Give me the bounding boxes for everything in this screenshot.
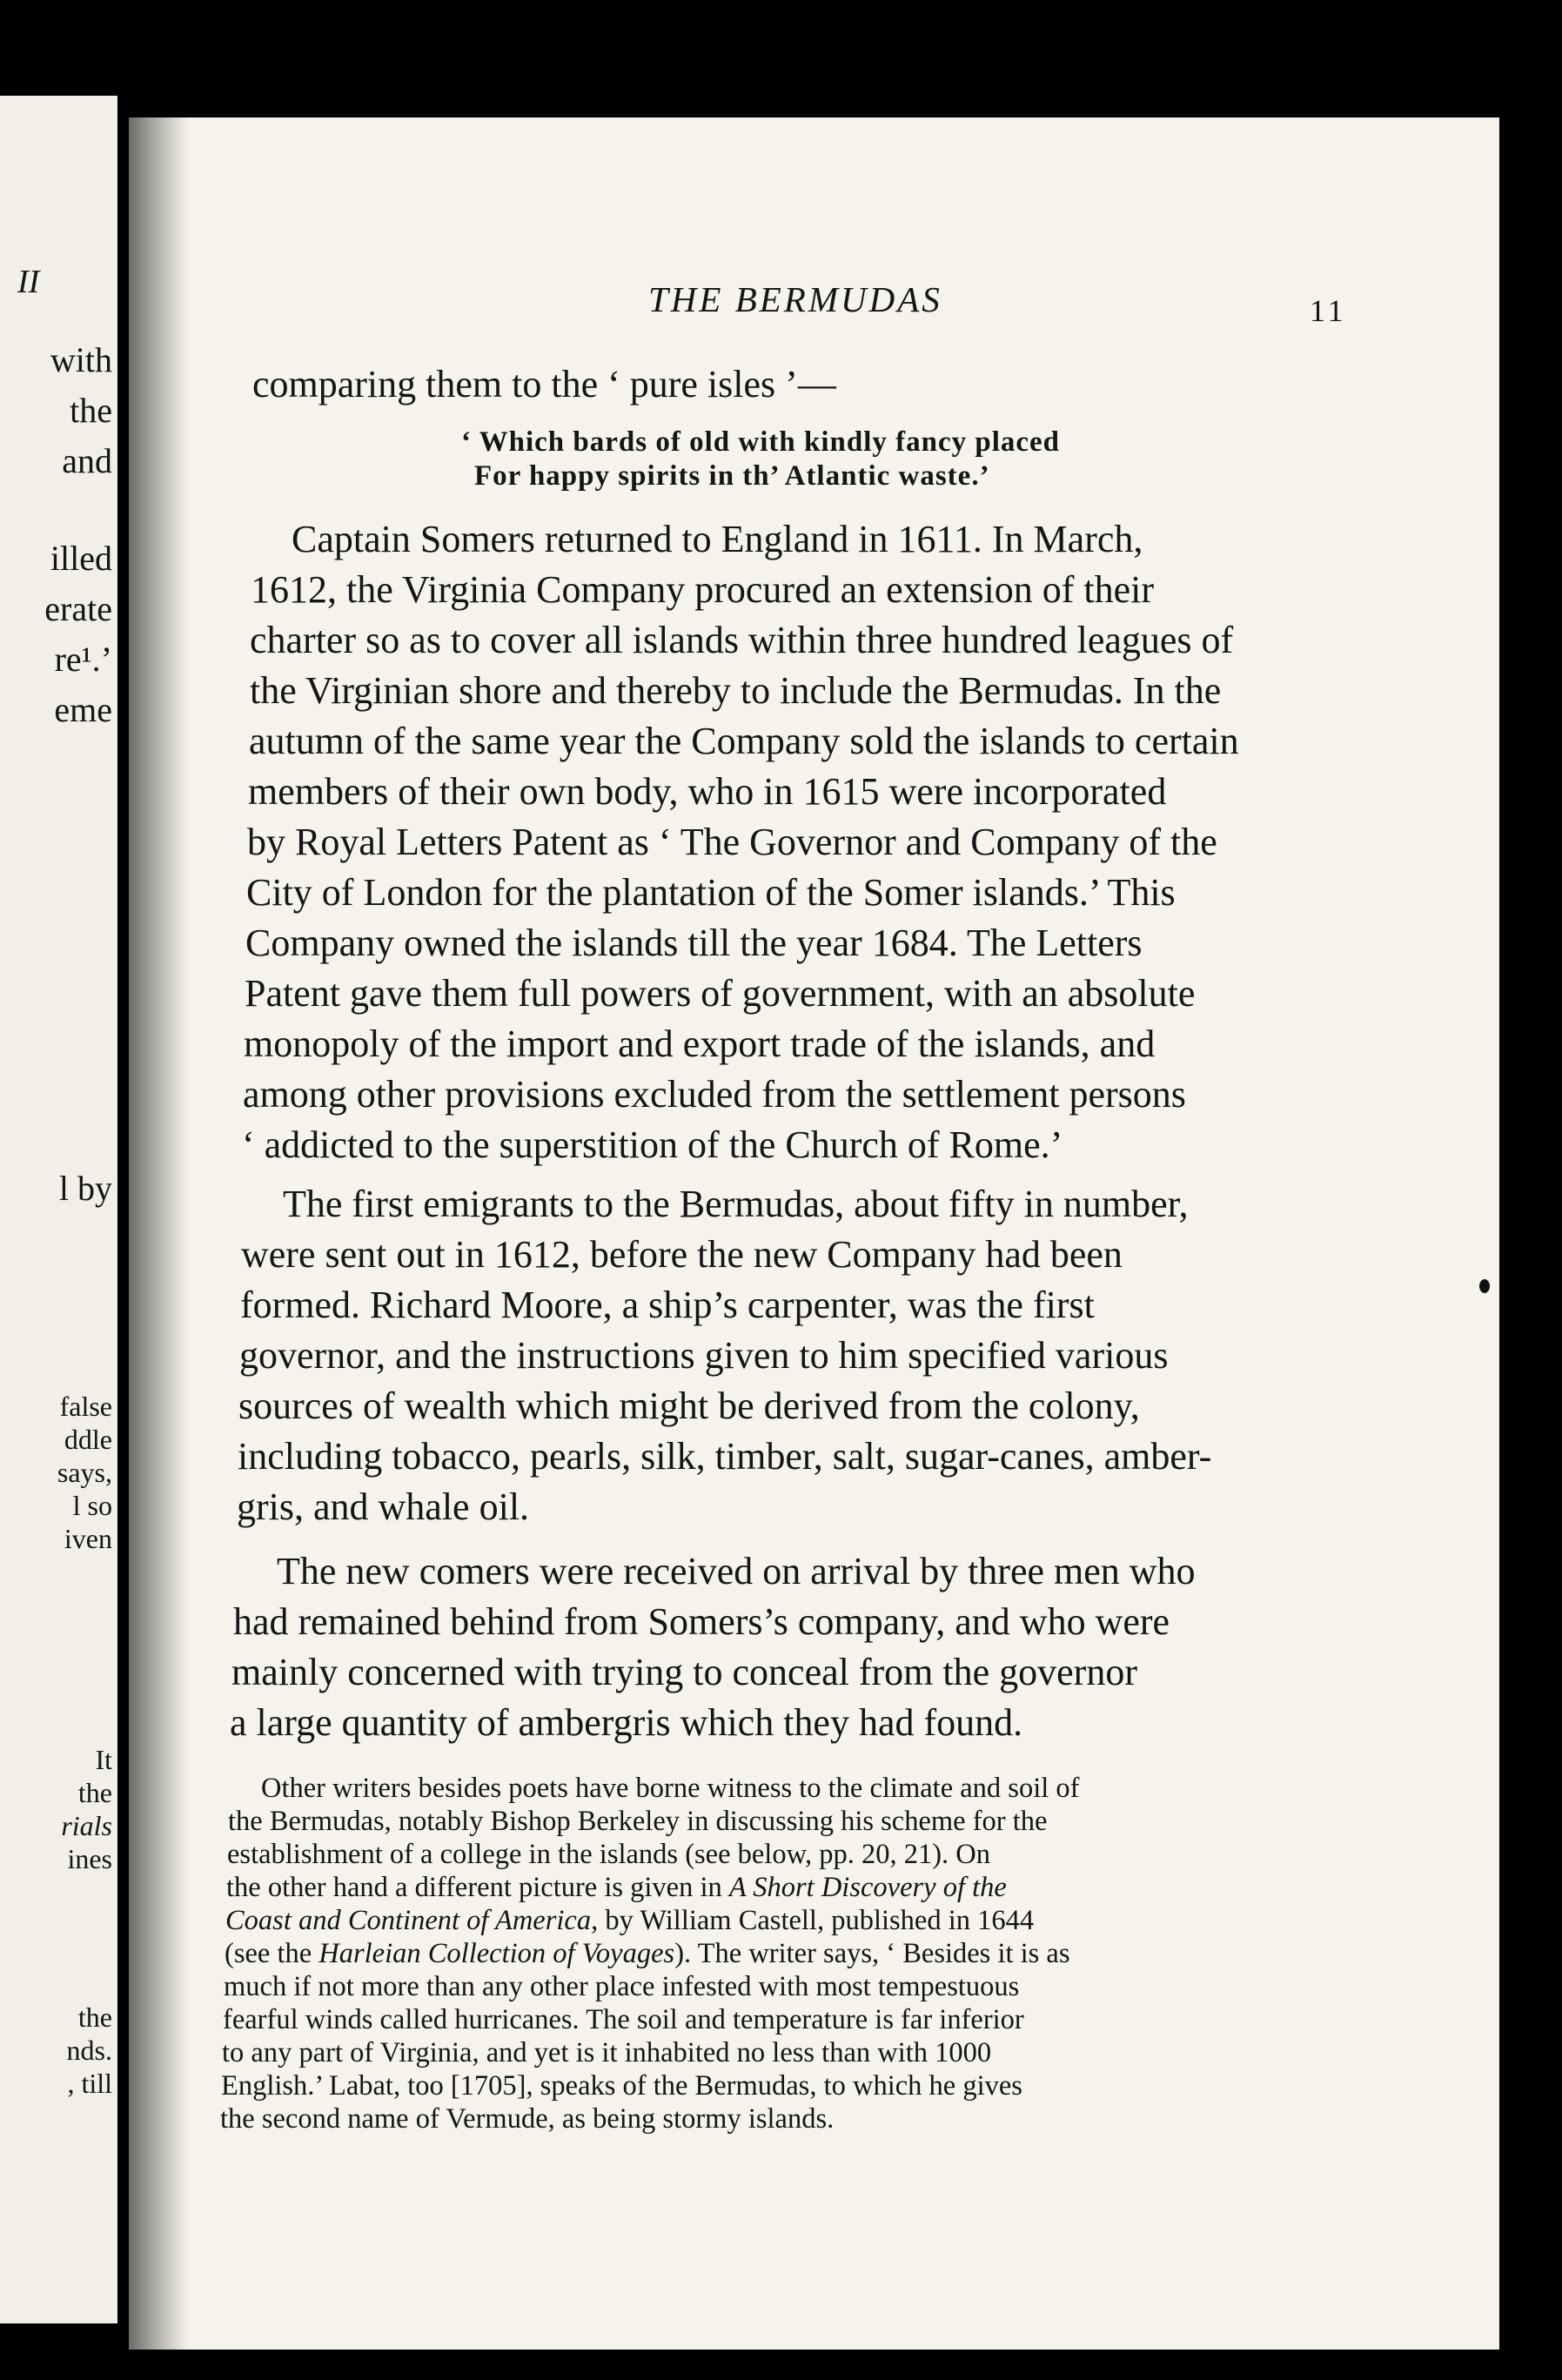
- left-line: the: [77, 1777, 112, 1808]
- body-line: the Virginian shore and thereby to include the Bermudas. In the: [250, 669, 1222, 712]
- previous-page-fragment: [0, 96, 117, 2323]
- body-line: governor, and the instructions given to him specified various: [239, 1334, 1169, 1377]
- left-line: with: [50, 340, 112, 379]
- body-line: mainly concerned with trying to conceal from the governor: [231, 1651, 1137, 1693]
- body-line: members of their own body, who in 1615 were incorporated: [248, 770, 1167, 813]
- left-line: the: [70, 391, 112, 430]
- footnote-line: fearful winds called hurricanes. The soil and temperature is far inferior: [223, 2004, 1024, 2035]
- running-head: THE BERMUDAS: [648, 279, 942, 319]
- ink-speck: [1479, 1279, 1490, 1293]
- body-line: a large quantity of ambergris which they had found.: [230, 1701, 1023, 1744]
- footnote-line: English.’ Labat, too [1705], speaks of the Bermudas, to which he gives: [221, 2070, 1022, 2102]
- left-line: re¹.’: [54, 640, 112, 679]
- footnote-line: the Bermudas, notably Bishop Berkeley in discussing his scheme for the: [228, 1806, 1048, 1837]
- left-line: the: [77, 2001, 112, 2033]
- body-line: The new comers were received on arrival by three men who: [277, 1550, 1196, 1592]
- footnote-line: to any part of Virginia, and yet is it inhabited no less than with 1000: [222, 2037, 992, 2068]
- footnote-line: Other writers besides poets have borne witness to the climate and soil of: [261, 1773, 1080, 1804]
- footnote-line: (see the Harleian Collection of Voyages). The writer says, ‘ Besides it is as: [225, 1938, 1070, 1969]
- left-line: iven: [64, 1523, 112, 1554]
- body-line: sources of wealth which might be derived from the colony,: [238, 1384, 1140, 1427]
- body-line: among other provisions excluded from the settlement persons: [243, 1073, 1186, 1116]
- left-line: ines: [67, 1843, 112, 1874]
- left-line: nds.: [66, 2035, 112, 2066]
- left-line: false: [59, 1391, 112, 1422]
- body-line: 1612, the Virginia Company procured an extension of their: [251, 568, 1155, 611]
- left-page-number: II: [17, 264, 40, 300]
- footnote-line: establishment of a college in the islands (see below, pp. 20, 21). On: [227, 1839, 990, 1870]
- body-line: had remained behind from Somers’s company, and who were: [233, 1600, 1170, 1643]
- body-line: including tobacco, pearls, silk, timber, salt, sugar-canes, amber-: [238, 1435, 1212, 1478]
- body-line: The first emigrants to the Bermudas, about fifty in number,: [283, 1183, 1189, 1225]
- left-line: It: [95, 1744, 112, 1775]
- footnote-line: the second name of Vermude, as being stormy islands.: [220, 2103, 835, 2135]
- footnote-line: much if not more than any other place infested with most tempestuous: [224, 1971, 1020, 2002]
- body-line: ‘ addicted to the superstition of the Church of Rome.’: [242, 1123, 1063, 1166]
- left-line: says,: [57, 1457, 112, 1488]
- left-line: l so: [72, 1490, 112, 1521]
- page-gutter-shadow: [129, 117, 190, 2350]
- left-line: eme: [54, 690, 112, 729]
- body-line: formed. Richard Moore, a ship’s carpenter, was the first: [240, 1284, 1095, 1326]
- body-line: autumn of the same year the Company sold the islands to certain: [249, 720, 1239, 762]
- footnote-line: the other hand a different picture is given in A Short Discovery of the: [226, 1872, 1007, 1903]
- left-line: illed: [50, 539, 112, 578]
- verse-quote-line: For happy spirits in th’ Atlantic waste.’: [474, 460, 990, 492]
- body-line: by Royal Letters Patent as ‘ The Governor and Company of the: [247, 821, 1217, 863]
- body-line: City of London for the plantation of the Somer islands.’ This: [246, 871, 1176, 914]
- left-line: , till: [67, 2068, 112, 2099]
- left-line: l by: [58, 1169, 112, 1208]
- body-line: comparing them to the ‘ pure isles ’—: [252, 363, 836, 406]
- left-line: rials: [61, 1810, 112, 1841]
- page-number: 11: [1310, 293, 1347, 328]
- body-line: Patent gave them full powers of government, with an absolute: [245, 972, 1196, 1015]
- left-line: ddle: [64, 1424, 112, 1455]
- footnote-line: Coast and Continent of America, by William Castell, published in 1644: [225, 1905, 1035, 1936]
- body-line: were sent out in 1612, before the new Company had been: [241, 1233, 1123, 1276]
- body-line: gris, and whale oil.: [237, 1485, 530, 1528]
- body-line: Company owned the islands till the year 1684. The Letters: [245, 922, 1143, 964]
- body-line: monopoly of the import and export trade of the islands, and: [244, 1022, 1156, 1065]
- verse-quote-line: ‘ Which bards of old with kindly fancy placed: [461, 426, 1061, 458]
- left-line: and: [62, 441, 112, 480]
- body-line: charter so as to cover all islands within three hundred leagues of: [250, 619, 1234, 661]
- left-line: erate: [44, 589, 112, 628]
- body-line: Captain Somers returned to England in 1611. In March,: [292, 518, 1143, 560]
